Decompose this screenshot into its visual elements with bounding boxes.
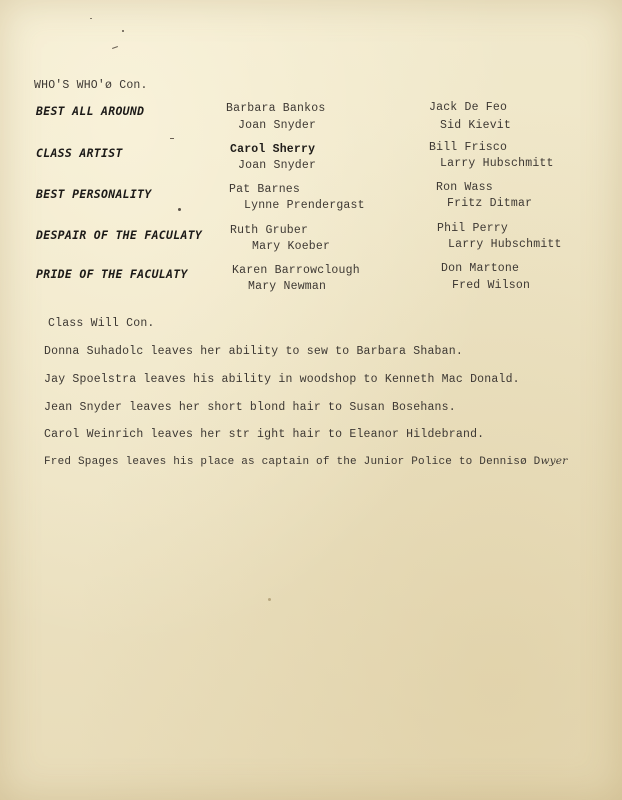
award-category: BEST ALL AROUND [36,104,145,118]
award-nominee-girl-2: Mary Koeber [252,240,331,253]
stray-speck [178,208,181,211]
award-category: BEST PERSONALITY [36,187,152,201]
award-nominee-girl: Carol Sherry [230,143,316,156]
award-nominee-boy-2: Larry Hubschmitt [448,238,562,251]
award-nominee-boy: Phil Perry [437,222,509,235]
award-category: PRIDE OF THE FACULATY [36,267,188,281]
award-nominee-boy: Ron Wass [436,181,493,194]
award-nominee-girl-2: Joan Snyder [238,119,317,132]
award-nominee-boy: Don Martone [441,262,520,275]
award-nominee-boy-2: Fritz Ditmar [447,197,533,210]
will-line: Donna Suhadolc leaves her ability to sew to Barbara Shaban. [44,345,463,358]
award-nominee-boy-2: Larry Hubschmitt [440,157,554,170]
award-nominee-boy-2: Sid Kievit [440,119,512,132]
will-line-handwritten: wyer [540,455,568,467]
award-category: DESPAIR OF THE FACULATY [36,228,203,242]
stray-speck [90,18,92,19]
will-line-typed: Fred Spages leaves his place as captain of the Junior Police to Dennisø D [44,456,541,468]
class-will-heading: Class Will Con. [48,317,155,330]
will-line: Carol Weinrich leaves her str ight hair to Eleanor Hildebrand. [44,428,485,441]
stray-speck [122,30,124,32]
award-nominee-girl: Karen Barrowclough [232,264,360,277]
will-line [44,455,567,468]
will-line: Jay Spoelstra leaves his ability in woodshop to Kenneth Mac Donald. [44,373,520,386]
page-header: WHO'S WHO'ø Con. [34,79,148,92]
award-nominee-girl: Ruth Gruber [230,224,309,237]
stray-speck [268,598,271,601]
award-nominee-girl: Barbara Bankos [226,102,326,115]
award-category: CLASS ARTIST [36,146,123,160]
award-nominee-girl-2: Joan Snyder [238,159,317,172]
will-line: Jean Snyder leaves her short blond hair to Susan Bosehans. [44,401,456,414]
stray-mark [170,138,174,139]
award-nominee-boy: Bill Frisco [429,141,508,154]
award-nominee-boy-2: Fred Wilson [452,279,531,292]
stray-mark [112,46,118,49]
award-nominee-girl-2: Lynne Prendergast [244,199,365,212]
award-nominee-girl: Pat Barnes [229,183,301,196]
award-nominee-girl-2: Mary Newman [248,280,327,293]
award-nominee-boy: Jack De Feo [429,101,508,114]
